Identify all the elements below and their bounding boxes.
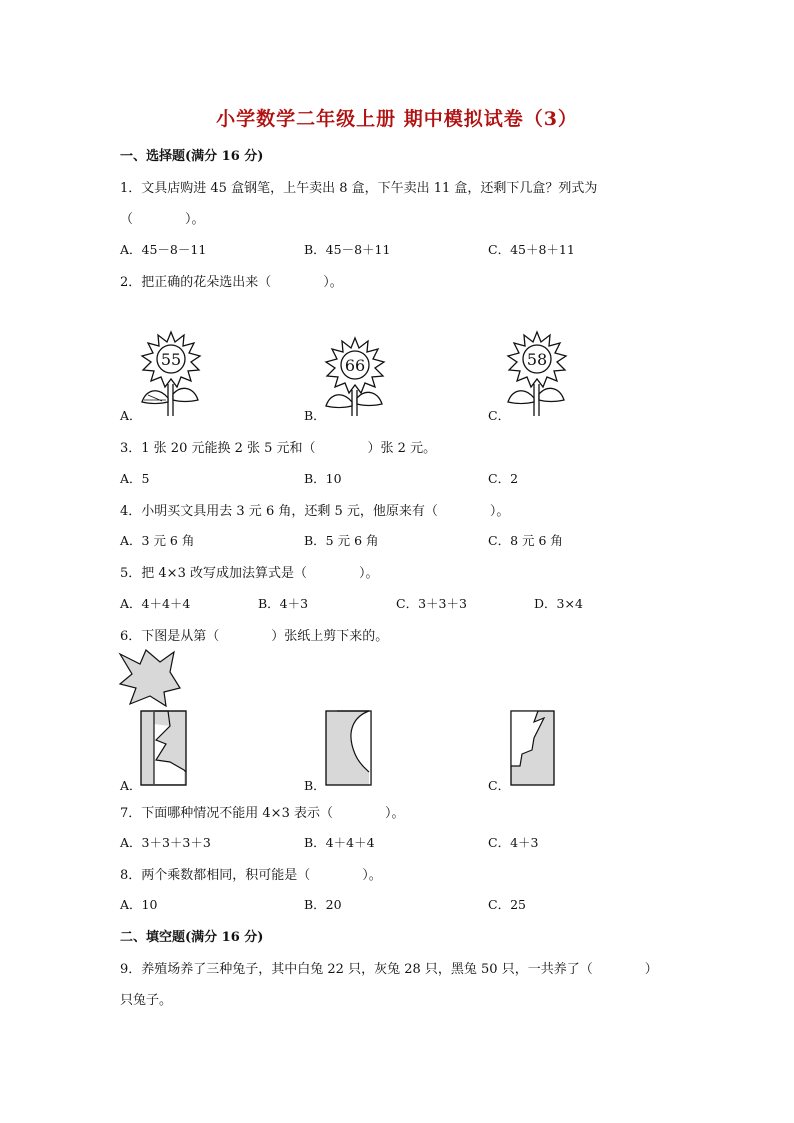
question-2-option-c[interactable]: C． [488, 408, 511, 423]
question-8-option-b[interactable]: B．20 [304, 897, 342, 912]
question-3-option-c[interactable]: C．2 [488, 471, 519, 486]
question-2-option-a[interactable]: A． [120, 408, 142, 423]
question-9-text-cont: 只兔子。 [120, 993, 173, 1008]
question-4-option-a[interactable]: A．3 元 6 角 [120, 533, 195, 548]
paper-c-image [510, 710, 556, 786]
section-heading-choice: 一、选择题(满分 16 分) [120, 149, 264, 164]
question-6-option-b[interactable]: B． [304, 778, 326, 793]
question-1-text: 1．文具店购进 45 盒钢笔，上午卖出 8 盒，下午卖出 11 盒，还剩下几盒？列式为 [120, 181, 598, 196]
question-5-option-d[interactable]: D．3×4 [534, 596, 583, 611]
sunflower-b-image [322, 334, 388, 418]
question-7-text: 7．下面哪种情况不能用 4×3 表示（ ）。 [120, 806, 405, 821]
sunflower-a-image [138, 328, 204, 418]
question-8-option-a[interactable]: A．10 [120, 897, 158, 912]
question-7-option-c[interactable]: C．4＋3 [488, 835, 539, 850]
flower-c-number: 58 [526, 350, 548, 369]
question-2-option-b[interactable]: B． [304, 408, 326, 423]
paper-a-image [140, 710, 188, 786]
question-6-text: 6．下图是从第（ ）张纸上剪下来的。 [120, 629, 389, 644]
sunflower-c-image [504, 328, 570, 418]
question-5-option-c[interactable]: C．3＋3＋3 [396, 596, 467, 611]
question-6-option-c[interactable]: C． [488, 778, 511, 793]
question-5-option-b[interactable]: B．4＋3 [258, 596, 309, 611]
page-title: 小学数学二年级上册 期中模拟试卷（3） [216, 108, 578, 130]
paper-b-image [325, 710, 373, 786]
question-1-answer-blank: （ ）。 [120, 212, 205, 227]
question-9-text: 9．养殖场养了三种兔子，其中白兔 22 只，灰兔 28 只，黑兔 50 只，一共养了（ ） [120, 962, 658, 977]
question-5-text: 5．把 4×3 改写成加法算式是（ ）。 [120, 566, 379, 581]
question-3-text: 3．1 张 20 元能换 2 张 5 元和（ ）张 2 元。 [120, 441, 437, 456]
question-6-option-a[interactable]: A． [120, 778, 142, 793]
question-7-option-b[interactable]: B．4＋4＋4 [304, 835, 375, 850]
question-4-option-b[interactable]: B．5 元 6 角 [304, 533, 379, 548]
question-7-option-a[interactable]: A．3＋3＋3＋3 [120, 835, 211, 850]
question-4-text: 4．小明买文具用去 3 元 6 角，还剩 5 元，他原来有（ ）。 [120, 504, 510, 519]
cutout-shape-image [118, 648, 184, 708]
question-1-option-a[interactable]: A．45－8－11 [120, 242, 207, 257]
question-3-option-b[interactable]: B．10 [304, 471, 342, 486]
section-heading-fill: 二、填空题(满分 16 分) [120, 930, 264, 945]
question-5-option-a[interactable]: A．4＋4＋4 [120, 596, 191, 611]
question-1-option-b[interactable]: B．45－8＋11 [304, 242, 391, 257]
flower-a-number: 55 [160, 350, 182, 369]
question-8-text: 8．两个乘数都相同，积可能是（ ）。 [120, 868, 382, 883]
question-8-option-c[interactable]: C．25 [488, 897, 526, 912]
question-2-text: 2．把正确的花朵选出来（ ）。 [120, 275, 343, 290]
question-1-option-c[interactable]: C．45＋8＋11 [488, 242, 575, 257]
question-3-option-a[interactable]: A．5 [120, 471, 150, 486]
flower-b-number: 66 [344, 356, 366, 375]
question-4-option-c[interactable]: C．8 元 6 角 [488, 533, 563, 548]
